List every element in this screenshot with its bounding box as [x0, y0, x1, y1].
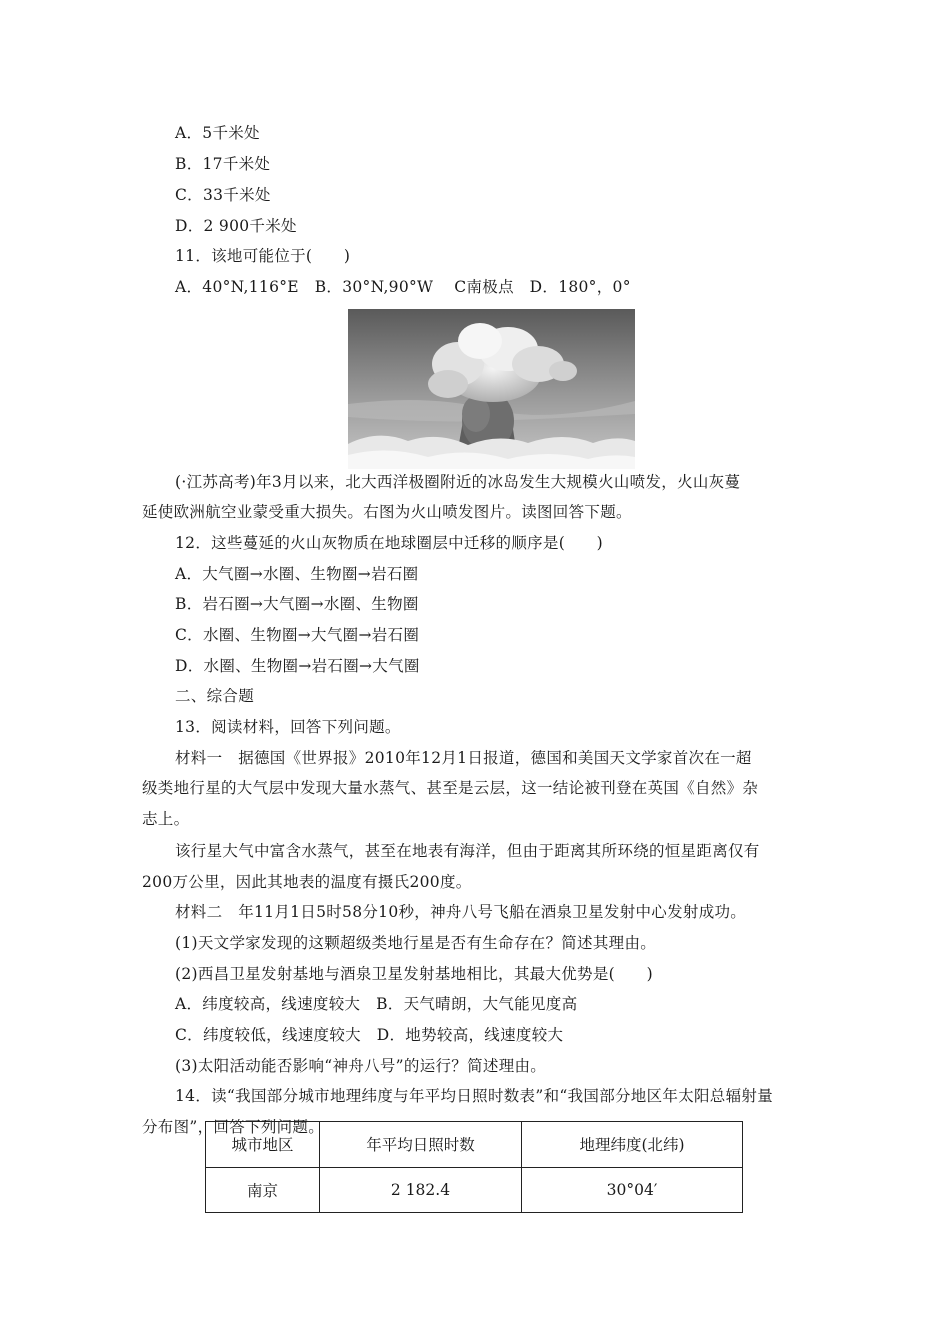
q13-sub2-options-cd: C．纬度较低，线速度较大 D．地势较高，线速度较大 [175, 1026, 564, 1044]
table-row [206, 1167, 743, 1213]
option-c-line: C．33千米处 [175, 186, 271, 204]
table-header-sunshine: 年平均日照时数 [320, 1122, 522, 1168]
material-one-line4: 该行星大气中富含水蒸气，甚至在地表有海洋，但由于距离其所环绕的恒星距离仅有 [175, 842, 760, 860]
q12-option-a: A．大气圈→水圈、生物圈→岩石圈 [175, 565, 419, 583]
material-one-line1: 材料一 据德国《世界报》2010年12月1日报道，德国和美国天文学家首次在一超 [175, 749, 752, 767]
option-a-line: A．5千米处 [175, 124, 260, 142]
question-13: 13．阅读材料，回答下列问题。 [175, 718, 401, 736]
question-11: 11．该地可能位于( ) [175, 247, 351, 265]
material-one-line3: 志上。 [142, 810, 190, 828]
material-two: 材料二 年11月1日5时58分10秒，神舟八号飞船在酒泉卫星发射中心发射成功。 [175, 903, 747, 921]
q13-sub2: (2)西昌卫星发射基地与酒泉卫星发射基地相比，其最大优势是( ) [175, 965, 653, 983]
q13-sub3: (3)太阳活动能否影响“神舟八号”的运行？简述理由。 [175, 1057, 547, 1075]
option-b-line: B．17千米处 [175, 155, 271, 173]
question-12: 12．这些蔓延的火山灰物质在地球圈层中迁移的顺序是( ) [175, 534, 604, 552]
table-cell-latitude: 30°04′ [522, 1167, 743, 1213]
material-one-line2: 级类地行星的大气层中发现大量水蒸气、甚至是云层，这一结论被刊登在英国《自然》杂 [142, 779, 759, 797]
material-one-line5: 200万公里，因此其地表的温度有摄氏200度。 [142, 873, 472, 891]
option-d-line: D．2 900千米处 [175, 217, 297, 235]
q12-option-b: B．岩石圈→大气圈→水圈、生物圈 [175, 595, 419, 613]
volcano-eruption-photo [348, 309, 635, 469]
q12-option-d: D．水圈、生物圈→岩石圈→大气圈 [175, 657, 420, 675]
table-header-row [206, 1122, 743, 1168]
question-11-options: A．40°N,116°E B．30°N,90°W C南极点 D．180°，0° [175, 278, 631, 296]
section-heading-comprehensive: 二、综合题 [175, 687, 255, 705]
table-cell-city: 南京 [206, 1167, 320, 1213]
table-header-latitude: 地理纬度(北纬) [522, 1122, 743, 1168]
q12-option-c: C．水圈、生物圈→大气圈→岩石圈 [175, 626, 420, 644]
table-header-city: 城市地区 [206, 1122, 320, 1168]
passage-jiangsu-line2: 延使欧洲航空业蒙受重大损失。右图为火山喷发图片。读图回答下题。 [142, 503, 632, 521]
sunshine-latitude-table [205, 1121, 743, 1213]
table-cell-sunshine: 2 182.4 [320, 1167, 522, 1213]
q13-sub2-options-ab: A．纬度较高，线速度较大 B．天气晴朗，大气能见度高 [175, 995, 578, 1013]
question-14-line2: 分布图”，回答下列问题。 [142, 1118, 325, 1136]
q13-sub1: (1)天文学家发现的这颗超级类地行星是否有生命存在？简述其理由。 [175, 934, 657, 952]
question-14-line1: 14．读“我国部分城市地理纬度与年平均日照时数表”和“我国部分地区年太阳总辐射量 [175, 1087, 773, 1105]
passage-jiangsu-line1: (·江苏高考)年3月以来，北大西洋极圈附近的冰岛发生大规模火山喷发，火山灰蔓 [175, 473, 741, 491]
